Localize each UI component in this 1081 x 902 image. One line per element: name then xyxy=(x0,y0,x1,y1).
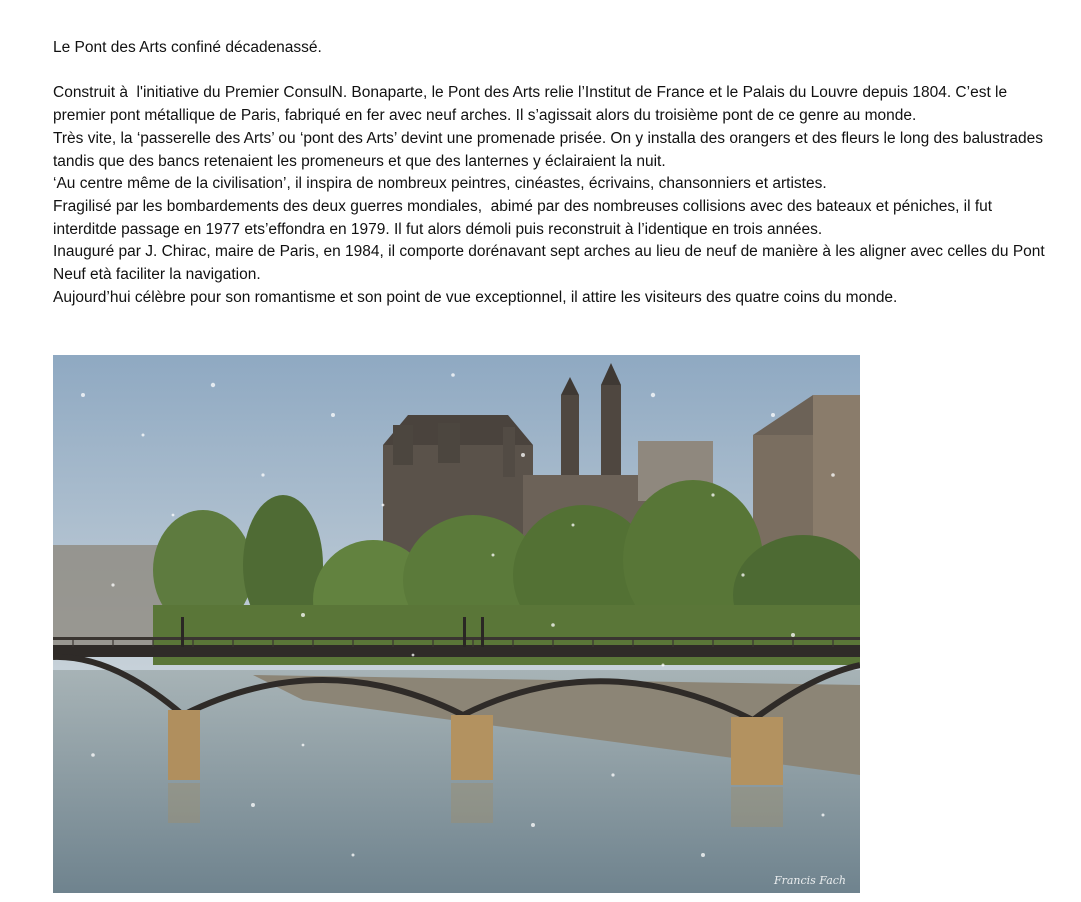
pier-reflection xyxy=(168,783,200,823)
document-title: Le Pont des Arts confiné décadenassé. xyxy=(53,39,322,56)
photo-illustration xyxy=(53,355,860,893)
paragraph-construction: Construit à l'initiative du Premier ConsulN. Bonaparte, le Pont des Arts relie l’Institut de France et le Palais du Louvre depuis 1804. C’est le premier pont métallique de Paris, fabriqué en fer avec neuf arches. Il s’agissait alors du troisième pont de ce genre au monde. xyxy=(53,84,1012,125)
paragraph-civilisation: ‘Au centre même de la civilisation’, il inspira de nombreux peintres, cinéastes, écrivains, chansonniers et artistes. xyxy=(53,175,827,193)
document-body xyxy=(53,37,1053,309)
paragraph-collapse: Fragilisé par les bombardements des deux guerres mondiales, abimé par des nombreuses collisions avec des bateaux et péniches, il fut interditde passage en 1977 ets’effondra en 1979. Il fut alors démoli puis reconstruit à l’identique en trois années. xyxy=(53,197,997,238)
paragraph-inauguration: Inauguré par J. Chirac, maire de Paris, en 1984, il comporte dorénavant sept arches au lieu de neuf de manière à les aligner avec celles du Pont Neuf età faciliter la navigation. xyxy=(53,243,1050,284)
photographer-signature: Francis Fach xyxy=(773,874,846,887)
pier-reflection xyxy=(451,783,493,823)
pont-des-arts-photo xyxy=(53,355,860,893)
pier-reflection xyxy=(731,787,783,827)
paragraph-promenade: Très vite, la ‘passerelle des Arts’ ou ‘pont des Arts’ devint une promenade prisée. On y installa des orangers et des fleurs le long des balustrades tandis que des bancs retenaient les promeneurs et que des lanternes y éclairaient la nuit. xyxy=(53,129,1048,170)
blank-line xyxy=(53,60,1053,83)
paragraph-today: Aujourd’hui célèbre pour son romantisme et son point de vue exceptionnel, il attire les visiteurs des quatre coins du monde. xyxy=(53,288,898,306)
